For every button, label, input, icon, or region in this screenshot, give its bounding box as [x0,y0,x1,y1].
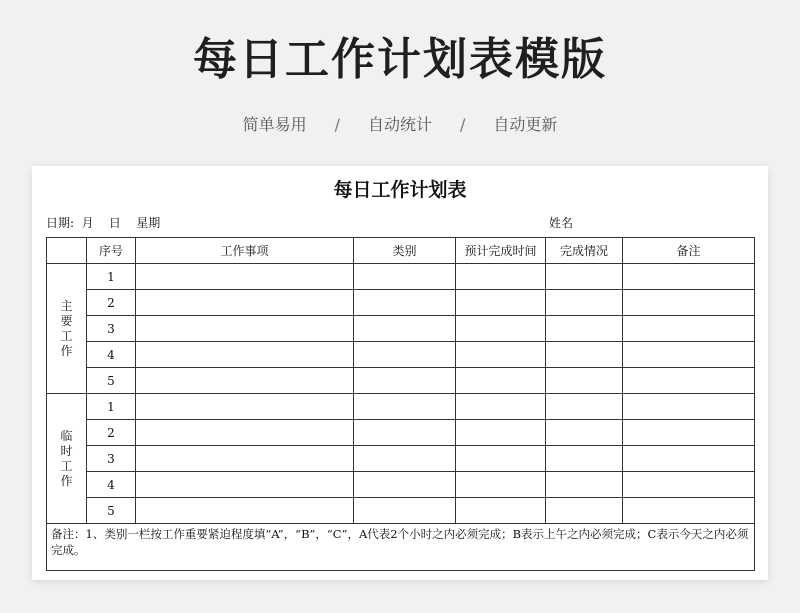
row-number: 1 [87,394,136,420]
header-task: 工作事项 [136,238,354,264]
table-row [47,472,755,498]
row-number: 3 [87,446,136,472]
header-category: 类别 [354,238,456,264]
section-temp-work [47,394,87,524]
cell-task[interactable] [136,498,354,524]
cell-remark[interactable] [623,290,755,316]
cell-status[interactable] [546,446,623,472]
table-row [47,316,755,342]
header-blank [47,238,87,264]
row-number: 4 [87,342,136,368]
cell-task[interactable] [136,368,354,394]
table-row [47,394,755,420]
cell-status[interactable] [546,290,623,316]
cell-status[interactable] [546,498,623,524]
header-status: 完成情况 [546,238,623,264]
cell-remark[interactable] [623,420,755,446]
spreadsheet-preview [32,166,768,580]
row-number: 3 [87,316,136,342]
cell-status[interactable] [546,264,623,290]
cell-status[interactable] [546,472,623,498]
cell-remark[interactable] [623,342,755,368]
table-row [47,290,755,316]
table-row [47,368,755,394]
cell-eta[interactable] [456,394,546,420]
cell-task[interactable] [136,472,354,498]
cell-status[interactable] [546,342,623,368]
page-title: 每日工作计划表模版 [193,34,607,85]
cell-remark[interactable] [623,498,755,524]
feature-easy: 简单易用 [242,115,307,134]
cell-task[interactable] [136,290,354,316]
table-row [47,420,755,446]
cell-eta[interactable] [456,446,546,472]
feature-tagline [0,113,800,137]
cell-status[interactable] [546,394,623,420]
cell-category[interactable] [354,368,456,394]
cell-task[interactable] [136,342,354,368]
cell-category[interactable] [354,498,456,524]
cell-category[interactable] [354,446,456,472]
section-main-work [47,264,87,394]
cell-status[interactable] [546,316,623,342]
cell-category[interactable] [354,420,456,446]
cell-remark[interactable] [623,446,755,472]
cell-eta[interactable] [456,420,546,446]
cell-eta[interactable] [456,316,546,342]
cell-category[interactable] [354,472,456,498]
row-number: 4 [87,472,136,498]
cell-eta[interactable] [456,264,546,290]
row-number: 2 [87,420,136,446]
table-row [47,446,755,472]
cell-category[interactable] [354,290,456,316]
table-row [47,264,755,290]
separator: / [334,115,340,134]
cell-task[interactable] [136,264,354,290]
cell-remark[interactable] [623,394,755,420]
cell-remark[interactable] [623,264,755,290]
cell-status[interactable] [546,368,623,394]
cell-eta[interactable] [456,342,546,368]
row-number: 5 [87,498,136,524]
cell-remark[interactable] [623,316,755,342]
table-row [47,342,755,368]
section-label: 临时工作 [60,428,73,488]
cell-task[interactable] [136,446,354,472]
cell-eta[interactable] [456,368,546,394]
cell-task[interactable] [136,316,354,342]
cell-task[interactable] [136,394,354,420]
feature-auto-stats: 自动统计 [367,115,432,134]
name-field-label: 姓名 [549,216,574,230]
cell-category[interactable] [354,342,456,368]
header-seq: 序号 [87,238,136,264]
cell-eta[interactable] [456,472,546,498]
cell-task[interactable] [136,420,354,446]
table-header-row [47,238,755,264]
cell-category[interactable] [354,264,456,290]
row-number: 5 [87,368,136,394]
date-field-label: 日期: 月 日 星期 [46,216,161,230]
notes-text: 备注：1、类别一栏按工作重要紧迫程度填“A”，“B”，“C”，A代表2个小时之内必须完成；B表示上午之内必须完成；C表示今天之内必须完成。 [47,524,755,571]
cell-remark[interactable] [623,368,755,394]
cell-status[interactable] [546,420,623,446]
plan-table [46,237,755,571]
separator: / [460,115,466,134]
section-label: 主要工作 [60,298,73,358]
table-row [47,498,755,524]
cell-remark[interactable] [623,472,755,498]
cell-eta[interactable] [456,290,546,316]
document-title: 每日工作计划表 [333,179,467,201]
cell-category[interactable] [354,394,456,420]
header-remark: 备注 [623,238,755,264]
row-number: 2 [87,290,136,316]
row-number: 1 [87,264,136,290]
cell-category[interactable] [354,316,456,342]
notes-row [47,524,755,571]
cell-eta[interactable] [456,498,546,524]
feature-auto-update: 自动更新 [493,115,558,134]
header-eta: 预计完成时间 [456,238,546,264]
